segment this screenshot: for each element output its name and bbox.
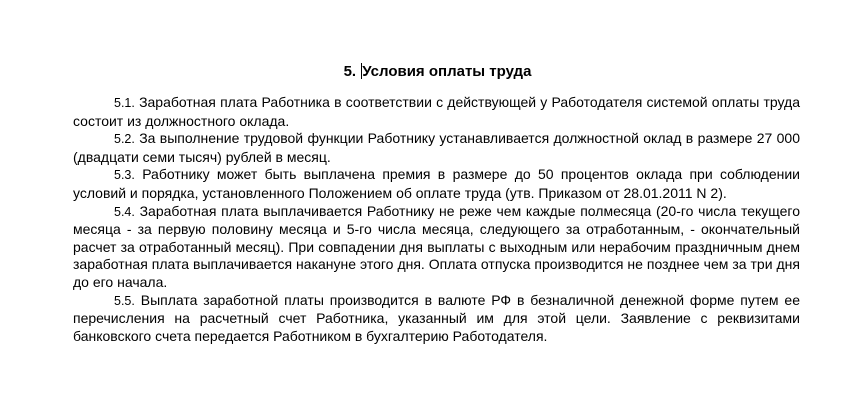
paragraph-number: 5.2. [114, 132, 135, 147]
paragraph-number: 5.1. [114, 96, 135, 110]
paragraph-text: За выполнение трудовой функции Работнику устанавливается должностной оклад в размере 27 000 (двадцати семи тысяч) рублей в месяц. [73, 130, 800, 165]
paragraph-5-1 [73, 94, 800, 130]
paragraph-text: Заработная плата Работника в соответствии с действующей у Работодателя системой оплаты труда состоит из должностного оклада. [73, 94, 800, 129]
paragraph-text: Заработная плата выплачивается Работнику не реже чем каждые полмесяца (20-го числа текущего месяца - за первую половину месяца и 5-го числа месяца, следующего за отработанным, - окончательный расчет за отработанный месяц). При совпадении дня выплаты с выходным или нерабочим праздничным днем заработная плата выплачивается накануне этого дня. Оплата отпуска производится не позднее чем за три дня до его начала. [73, 202, 800, 290]
section-title: Условия оплаты труда [362, 63, 532, 80]
paragraph-number: 5.4. [114, 204, 135, 219]
paragraph-5-3 [73, 166, 800, 202]
document-page [73, 62, 800, 345]
paragraph-text: Работнику может быть выплачена премия в размере до 50 процентов оклада при соблюдении условий и порядка, установленного Положением об оплате труда (утв. Приказом от 28.01.2011 N 2). [73, 166, 800, 201]
paragraph-number: 5.3. [114, 168, 135, 183]
paragraph-5-5 [73, 292, 800, 346]
section-heading [73, 62, 800, 82]
section-number: 5. [343, 63, 357, 80]
paragraph-5-4 [73, 203, 800, 292]
paragraph-number: 5.5. [114, 293, 135, 308]
paragraph-text: Выплата заработной платы производится в валюте РФ в безналичной денежной форме путем ее перечисления на расчетный счет Работника, указанный им для этой цели. Заявление с реквизитами банковского счета передается Работником в бухгалтерию Работодателя. [73, 291, 800, 344]
paragraph-5-2 [73, 130, 800, 166]
